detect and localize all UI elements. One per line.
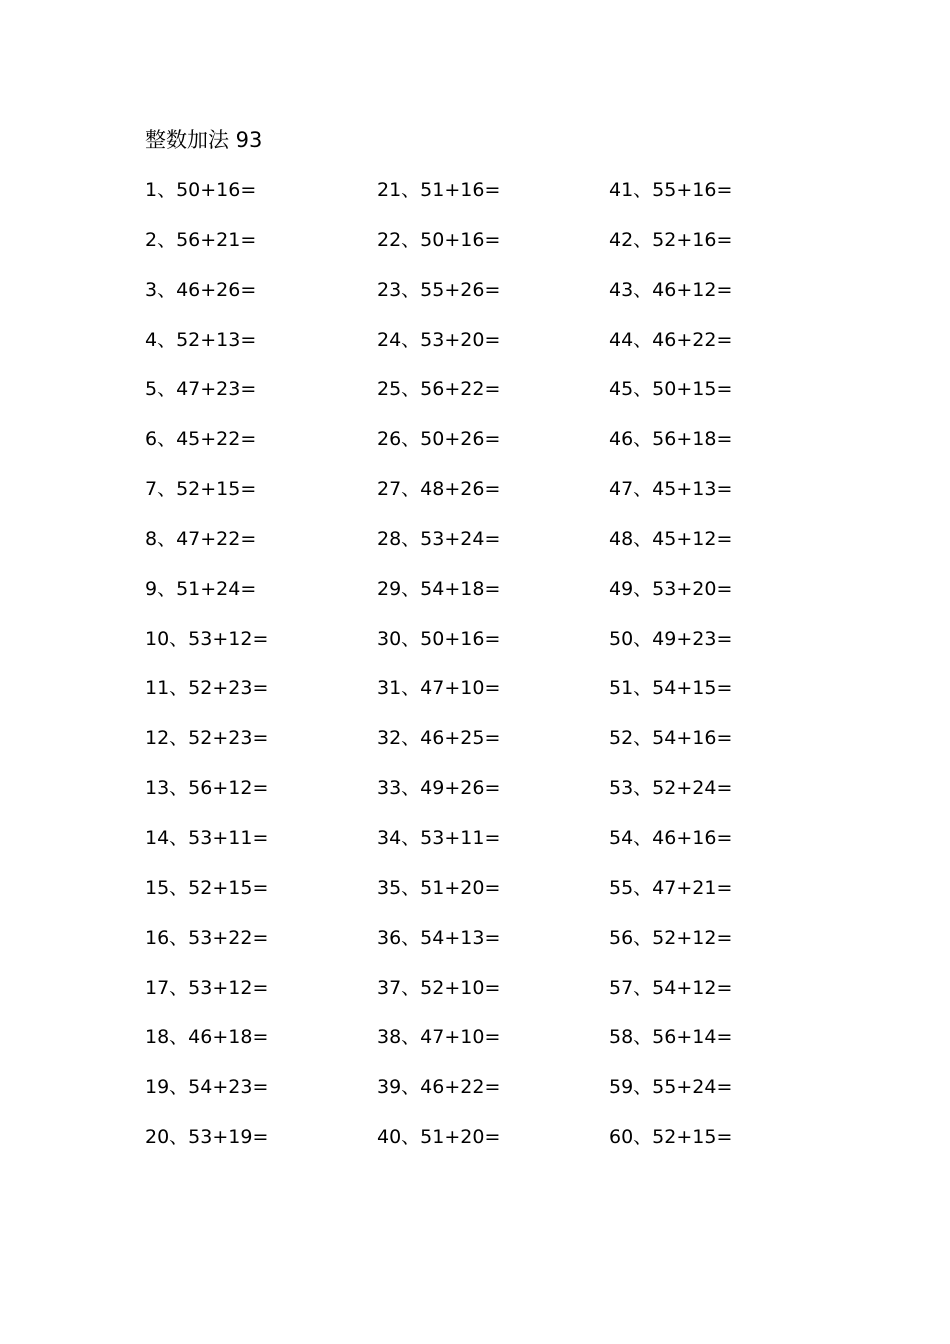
- problem-item: 30、50+16=: [377, 627, 501, 650]
- problem-item: 48、45+12=: [609, 527, 733, 550]
- problem-item: 36、54+13=: [377, 926, 501, 949]
- problem-item: 54、46+16=: [609, 826, 733, 849]
- problem-item: 12、52+23=: [145, 727, 269, 750]
- problem-item: 22、50+16=: [377, 228, 501, 251]
- problem-item: 45、50+15=: [609, 378, 733, 401]
- problem-item: 21、51+16=: [377, 179, 501, 201]
- problem-item: 55、47+21=: [609, 876, 733, 899]
- problem-item: 31、47+10=: [377, 677, 501, 700]
- problem-item: 47、45+13=: [609, 478, 733, 501]
- problem-column-2: [377, 177, 597, 1174]
- problem-item: 18、46+18=: [145, 1026, 269, 1049]
- problem-item: 42、52+16=: [609, 228, 733, 251]
- problem-item: 24、53+20=: [377, 328, 501, 351]
- problem-item: 43、46+12=: [609, 278, 733, 301]
- problem-item: 35、51+20=: [377, 876, 501, 899]
- problem-item: 39、46+22=: [377, 1076, 501, 1099]
- problem-item: 59、55+24=: [609, 1076, 733, 1099]
- problem-item: 58、56+14=: [609, 1026, 733, 1049]
- problem-item: 41、55+16=: [609, 179, 733, 201]
- problem-item: 2、56+21=: [145, 228, 257, 251]
- problem-item: 20、53+19=: [145, 1126, 269, 1149]
- problem-item: 49、53+20=: [609, 577, 733, 600]
- problem-item: 5、47+23=: [145, 378, 257, 401]
- problem-item: 40、51+20=: [377, 1126, 501, 1149]
- problem-item: 37、52+10=: [377, 976, 501, 999]
- problem-item: 33、49+26=: [377, 777, 501, 800]
- problem-item: 34、53+11=: [377, 826, 501, 849]
- problem-item: 46、56+18=: [609, 428, 733, 451]
- problem-item: 3、46+26=: [145, 278, 257, 301]
- problem-item: 13、56+12=: [145, 777, 269, 800]
- problem-item: 50、49+23=: [609, 627, 733, 650]
- problem-column-3: [609, 177, 829, 1174]
- problem-item: 16、53+22=: [145, 926, 269, 949]
- problem-column-1: [145, 177, 365, 1174]
- problem-item: 26、50+26=: [377, 428, 501, 451]
- problem-item: 10、53+12=: [145, 627, 269, 650]
- problem-item: 23、55+26=: [377, 278, 501, 301]
- problem-item: 28、53+24=: [377, 527, 501, 550]
- problem-item: 56、52+12=: [609, 926, 733, 949]
- problem-item: 52、54+16=: [609, 727, 733, 750]
- problem-item: 1、50+16=: [145, 179, 257, 201]
- problem-item: 25、56+22=: [377, 378, 501, 401]
- problem-item: 6、45+22=: [145, 428, 257, 451]
- problem-item: 60、52+15=: [609, 1126, 733, 1149]
- problem-item: 29、54+18=: [377, 577, 501, 600]
- problem-item: 17、53+12=: [145, 976, 269, 999]
- problem-item: 32、46+25=: [377, 727, 501, 750]
- page-title: 整数加法 93: [145, 128, 263, 152]
- problem-item: 53、52+24=: [609, 777, 733, 800]
- problem-item: 7、52+15=: [145, 478, 257, 501]
- problem-item: 44、46+22=: [609, 328, 733, 351]
- problem-item: 11、52+23=: [145, 677, 269, 700]
- problem-item: 8、47+22=: [145, 527, 257, 550]
- problem-item: 14、53+11=: [145, 826, 269, 849]
- problem-item: 4、52+13=: [145, 328, 257, 351]
- problem-item: 19、54+23=: [145, 1076, 269, 1099]
- problem-item: 9、51+24=: [145, 577, 257, 600]
- problem-item: 38、47+10=: [377, 1026, 501, 1049]
- problem-item: 27、48+26=: [377, 478, 501, 501]
- problem-item: 57、54+12=: [609, 976, 733, 999]
- problem-item: 51、54+15=: [609, 677, 733, 700]
- problem-item: 15、52+15=: [145, 876, 269, 899]
